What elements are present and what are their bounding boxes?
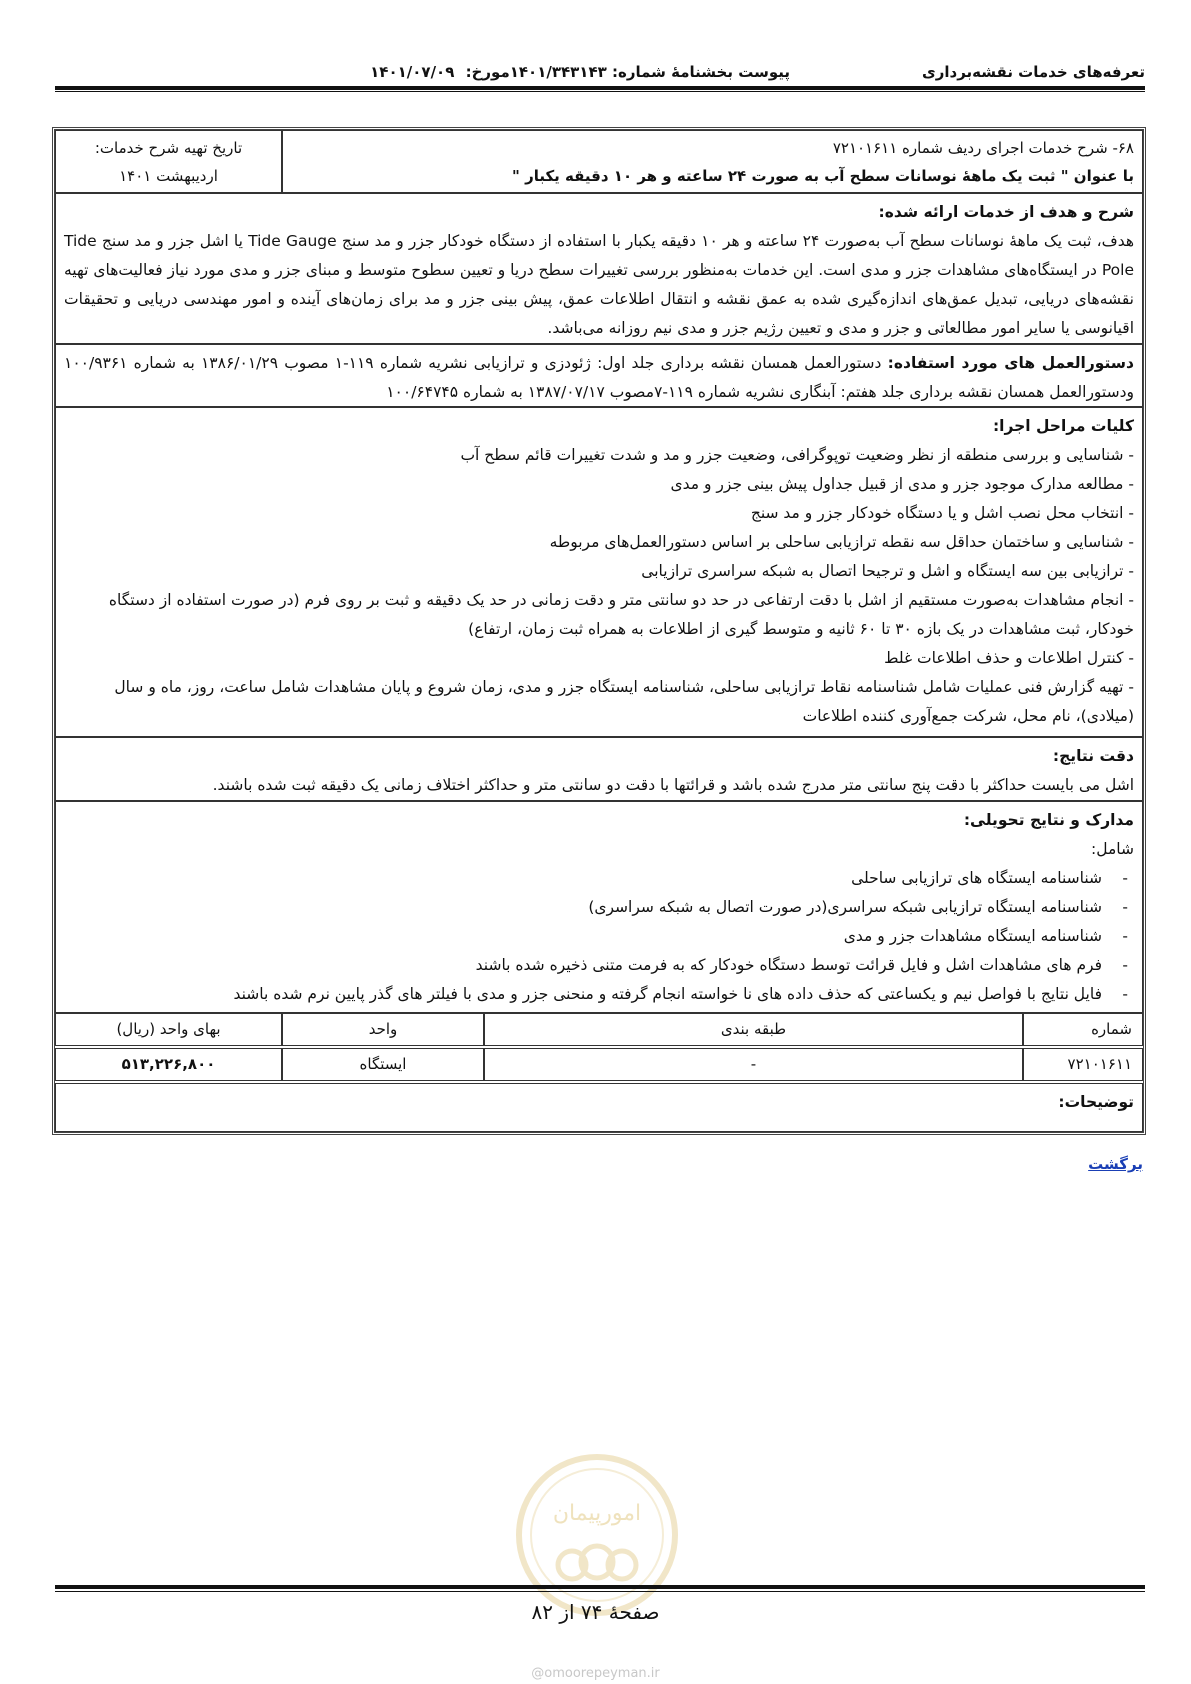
date-label: تاریخ تهیه شرح خدمات:: [94, 139, 243, 157]
table-cell-number: ۷۲۱۰۱۶۱۱: [1023, 1048, 1143, 1081]
list-item: - انجام مشاهدات به‌صورت مستقیم از اشل با دقت ارتفاعی در حد دو سانتی متر و دقت زمانی در حد یک دقیقه و ثبت بر روی فرم (در صورت استفاده از دستگاه خودکار، ثبت مشاهدات در یک بازه ۳۰ تا ۶۰ ثانیه و متوسط گیری از اطلاعات به همراه ثبت زمان، ارتفاع): [108, 591, 1134, 638]
deliverables-section: [55, 801, 1143, 1013]
header-rule-thin: [55, 91, 1145, 92]
attachment-date: ۱۴۰۱/۰۷/۰۹: [370, 63, 455, 81]
list-item: - شناسایی و بررسی منطقه از نظر وضعیت توپوگرافی، وضعیت جزر و مد و شدت تغییرات قائم سطح آب: [460, 446, 1134, 464]
list-item: - ترازیابی بین سه ایستگاه و اشل و ترجیحا اتصال به شبکه سراسری ترازیابی: [641, 562, 1134, 580]
deliverables-title: مدارک و نتایج تحویلی:: [963, 811, 1134, 829]
list-item: - شناسایی و ساختمان حداقل سه نقطه ترازیابی ساحلی بر اساس دستورالعمل‌های مربوطه: [549, 533, 1134, 551]
logo-text: امورپیمان: [552, 1501, 642, 1526]
footer-rule-thin: [55, 1591, 1145, 1592]
standards-text: دستورالعمل همسان نقشه برداری جلد اول: ژئودزی و ترازیابی نشریه شماره ۱۱۹-۱ مصوب ۱۳۸۶/۰۱/۲۹ به شماره ۱۰۰/۹۳۶۱ ودستورالعمل همسان نقشه برداری جلد هفتم: آبنگاری نشریه شماره ۱۱۹-۷مصوب ۱۳۸۷/۰۷/۱۷ به شماره ۱۰۰/۶۴۷۴۵: [64, 354, 1134, 401]
table-header-price: بهای واحد (ریال): [55, 1013, 282, 1046]
site-watermark: @omoorepeyman.ir: [531, 1666, 660, 1681]
date-cell: [55, 130, 282, 193]
steps-section: [55, 407, 1143, 737]
list-item: - شناسنامه ایستگاه ترازیابی شبکه سراسری(در صورت اتصال به شبکه سراسری): [588, 898, 1128, 916]
list-item: - فرم های مشاهدات اشل و فایل قرائت توسط دستگاه خودکار که به فرمت متنی ذخیره شده باشند: [475, 956, 1128, 974]
table-cell-category: -: [484, 1048, 1023, 1081]
list-item: - تهیه گزارش فنی عملیات شامل شناسنامه نقاط ترازیابی ساحلی، شناسنامه ایستگاه جزر و مدی، زمان شروع و پایان مشاهدات شامل ساعت، روز، ماه و سال (میلادی)، نام محل، شرکت جمع‌آوری کننده اطلاعات: [114, 678, 1134, 725]
list-item: - فایل نتایج با فواصل نیم و یکساعتی که حذف داده های نا خواسته انجام گرفته و منحنی جزر و مدی با فیلتر های گذر پایین نرم شده باشند: [233, 985, 1128, 1003]
accuracy-section: [55, 737, 1143, 801]
list-item: - مطالعه مدارک موجود جزر و مدی از قبیل جداول پیش بینی جزر و مدی: [670, 475, 1134, 493]
deliverables-intro: شامل:: [1091, 840, 1134, 858]
list-item: - شناسنامه ایستگاه های ترازیابی ساحلی: [851, 869, 1128, 887]
page-header: [55, 55, 1145, 85]
page-number: صفحهٔ ۷۴ از ۸۲: [531, 1600, 660, 1624]
steps-list: [64, 441, 1134, 731]
back-link[interactable]: برگشت: [1088, 1155, 1143, 1173]
table-cell-unit: ایستگاه: [282, 1048, 484, 1081]
list-item: - شناسنامه ایستگاه مشاهدات جزر و مدی: [843, 927, 1128, 945]
attachment-reference: [370, 63, 790, 81]
table-header-unit: واحد: [282, 1013, 484, 1046]
table-header-number: شماره: [1023, 1013, 1143, 1046]
deliverables-list: [64, 864, 1134, 1009]
header-rule-thick: [55, 86, 1145, 90]
list-item: - کنترل اطلاعات و حذف اطلاعات غلط: [884, 649, 1134, 667]
watermark-logo: [512, 1450, 682, 1620]
footer-rule-thick: [55, 1585, 1145, 1589]
table-cell-price: ۵۱۳,۲۲۶,۸۰۰: [55, 1048, 282, 1081]
item-number-line: ۶۸- شرح خدمات اجرای ردیف شماره ۷۲۱۰۱۶۱۱: [832, 139, 1134, 157]
standards-section: [55, 344, 1143, 407]
document-title: تعرفه‌های خدمات نقشه‌برداری: [921, 63, 1145, 81]
item-title-line: با عنوان " ثبت یک ماههٔ نوسانات سطح آب به صورت ۲۴ ساعته و هر ۱۰ دقیقه یکبار ": [512, 167, 1134, 185]
item-title-cell: [282, 130, 1143, 193]
purpose-title: شرح و هدف از خدمات ارائه شده:: [878, 203, 1134, 221]
purpose-section: [55, 193, 1143, 344]
standards-title: دستورالعمل های مورد استفاده:: [887, 354, 1135, 372]
notes-section: [55, 1083, 1143, 1132]
notes-title: توضیحات:: [1058, 1093, 1134, 1111]
date-value: اردیبهشت ۱۴۰۱: [119, 167, 218, 185]
accuracy-text: اشل می بایست حداکثر با دقت پنج سانتی متر مدرج شده باشد و قرائتها با دقت دو سانتی متر و حداکثر اختلاف زمانی یک دقیقه ثبت شده باشند.: [212, 776, 1134, 794]
steps-title: کلیات مراحل اجرا:: [992, 417, 1134, 435]
list-item: - انتخاب محل نصب اشل و یا دستگاه خودکار جزر و مد سنج: [750, 504, 1134, 522]
table-header-category: طبقه بندی: [484, 1013, 1023, 1046]
purpose-text: هدف، ثبت یک ماههٔ نوسانات سطح آب به‌صورت ۲۴ ساعته و هر ۱۰ دقیقه یکبار با استفاده از دستگاه خودکار جزر و مد سنج Tide Gauge یا اشل جزر و مد سنج Tide Pole در ایستگاه‌های مشاهدات جزر و مدی است. این خدمات به‌منظور بررسی تغییرات سطح دریا و تعیین سطوح متوسط و مبنای جزر و مدی مورد نیاز فعالیت‌های تهیه نقشه‌های دریایی، تبدیل عمق‌های اندازه‌گیری شده به عمق نقشه و انتقال اطلاعات عمق، پیش بینی جزر و مد برای زمان‌های آینده و امور مهندسی دریایی و تحقیقات اقیانوسی یا سایر امور مطالعاتی و جزر و مدی و تعیین رژیم جزر و مدی نیم روزانه می‌باشد.: [64, 232, 1134, 337]
accuracy-title: دقت نتایج:: [1052, 747, 1134, 765]
attachment-label: پیوست بخشنامهٔ شماره: ۱۴۰۱/۳۴۳۱۴۳مورخ:: [465, 63, 790, 81]
